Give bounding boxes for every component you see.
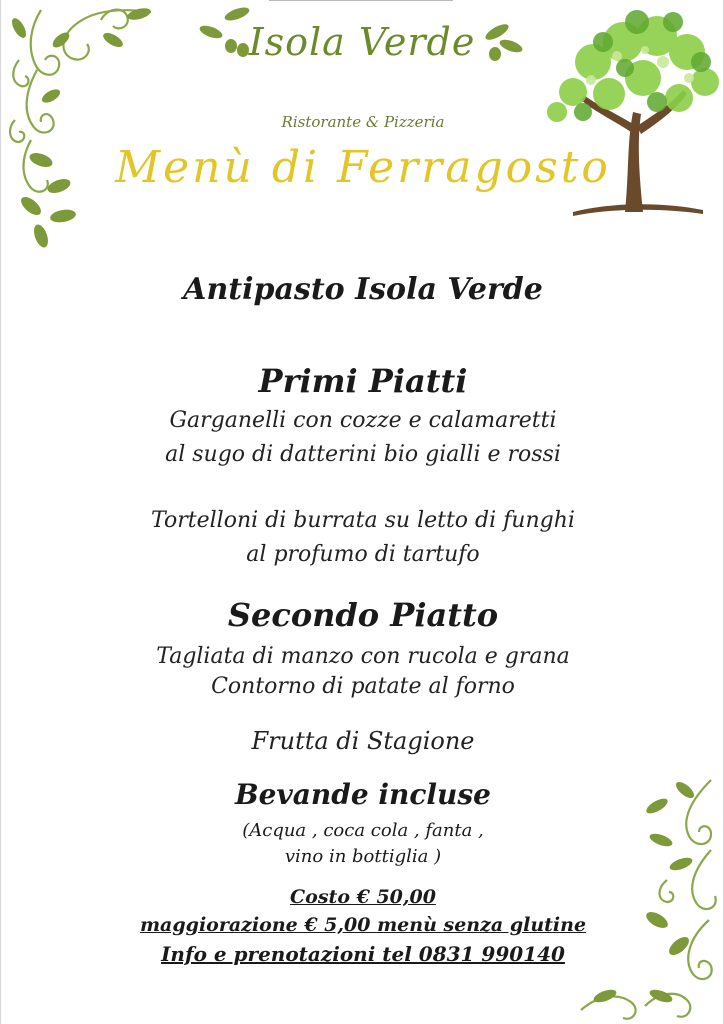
primi-dish-1-line-2: al sugo di datterini bio gialli e rossi: [165, 442, 561, 467]
bevande-heading: Bevande incluse: [234, 778, 491, 811]
primi-heading: Primi Piatti: [258, 362, 468, 400]
restaurant-logo: [197, 2, 527, 102]
secondo-dish-line-2: Contorno di patate al forno: [211, 674, 515, 699]
info-line: Info e prenotazioni tel 0831 990140: [161, 942, 565, 966]
cost-line: Costo € 50,00: [290, 886, 436, 908]
logo-text: Isola Verde: [248, 20, 476, 64]
frutta-line: Frutta di Stagione: [251, 727, 475, 755]
bottom-right-swirl-decoration: [561, 770, 724, 1024]
primi-dish-1-line-1: Garganelli con cozze e calamaretti: [169, 408, 557, 433]
top-divider: [269, 0, 453, 1]
gluten-free-line: maggiorazione € 5,00 menù senza glutine: [139, 914, 587, 936]
event-title: Menù di Ferragosto: [115, 142, 611, 193]
bevande-note-line-1: (Acqua , coca cola , fanta ,: [242, 820, 484, 841]
secondo-heading: Secondo Piatto: [227, 596, 499, 634]
secondo-dish-line-1: Tagliata di manzo con rucola e grana: [156, 644, 570, 669]
bevande-note-line-2: vino in bottiglia ): [284, 846, 442, 867]
restaurant-subtitle: Ristorante & Pizzeria: [281, 113, 445, 131]
antipasto-heading: Antipasto Isola Verde: [183, 272, 543, 307]
primi-dish-2-line-2: al profumo di tartufo: [246, 542, 480, 567]
primi-dish-2-line-1: Tortelloni di burrata su letto di funghi: [151, 508, 575, 533]
